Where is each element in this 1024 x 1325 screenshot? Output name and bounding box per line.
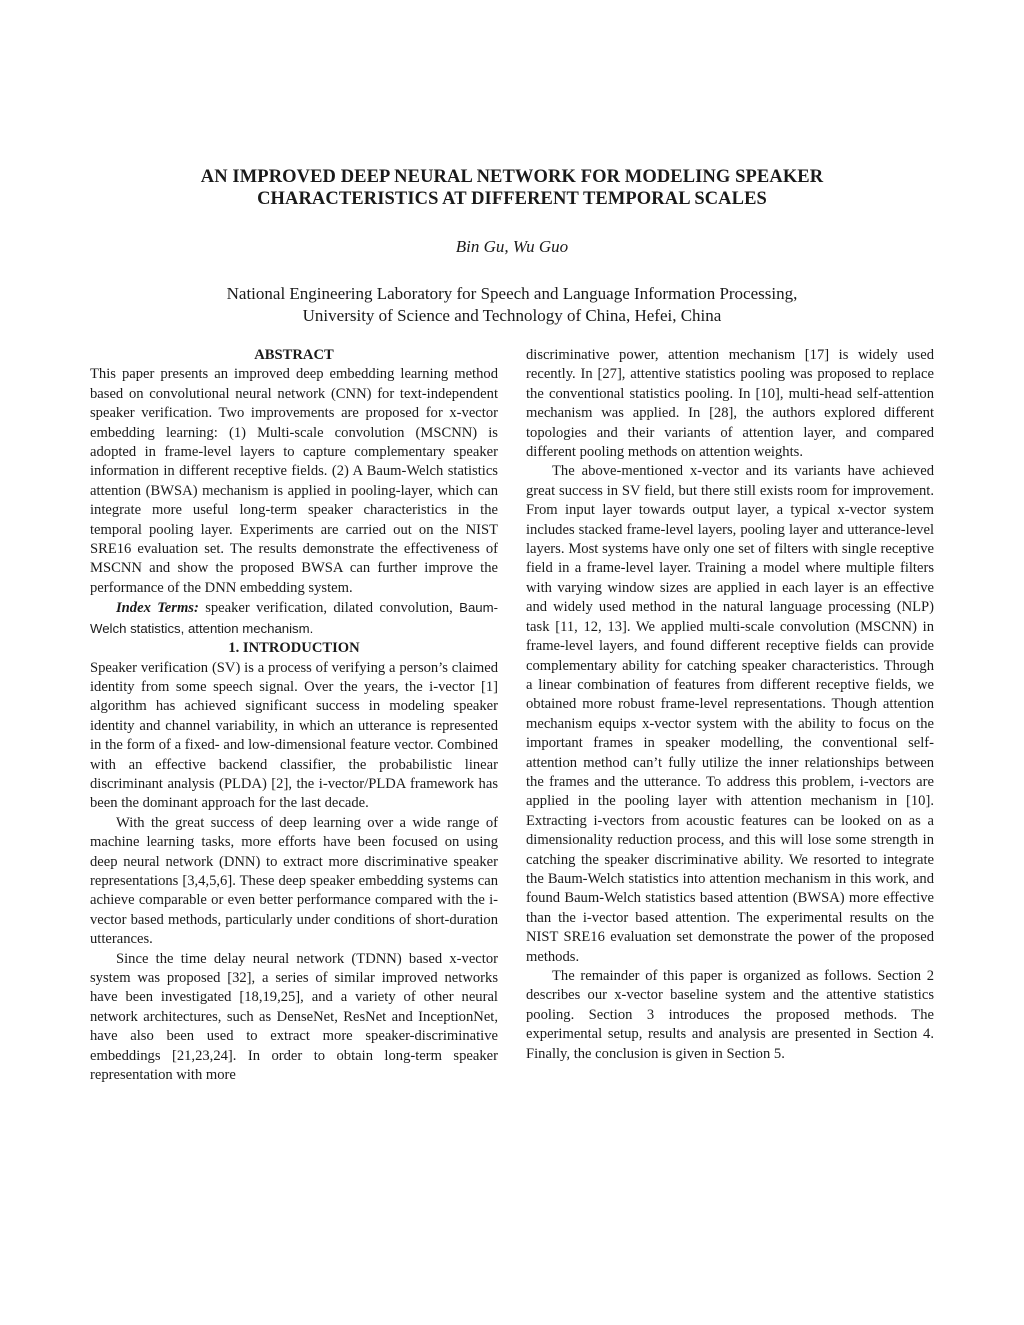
intro-paragraph-3-continued: discriminative power, attention mechanism [17] is widely used recently. In [27], attentive statistics pooling was proposed to replace the conventional statistics pooling. In [10], multi-head self-attention mechanism was applied. In [28], the authors explored different topologies and their variants of attention layer, and compared different pooling methods on attention weights. [526,347,934,461]
index-terms-text: speaker verification, dilated convolution, [205,600,453,617]
paper-affiliation [90,283,934,327]
left-column [90,346,498,1085]
intro-paragraph-5: The remainder of this paper is organized as follows. Section 2 describes our x-vector baseline system and the attentive statistics pooling. Section 3 introduces the proposed methods. The experimental setup, results and analysis are presented in Section 4. Finally, the conclusion is given in Section 5. [526,968,934,1062]
intro-paragraph-2: With the great success of deep learning over a wide range of machine learning tasks, more efforts have been focused on using deep neural network (DNN) to extract more discriminative speaker representations [3,4,5,6]. These deep speaker embedding systems can achieve comparable or even better performance compared with the i-vector based methods, particularly under conditions of short-duration utterances. [90,814,498,948]
index-terms [90,598,498,639]
right-column [526,346,934,1064]
index-terms-label: Index Terms: [116,600,199,617]
affiliation-line-2: University of Science and Technology of China, Hefei, China [302,306,722,325]
affiliation-line-1: National Engineering Laboratory for Speech and Language Information Processing, [226,284,798,303]
paper-authors: Bin Gu, Wu Guo [455,237,569,256]
index-terms-continuation: Baum-Welch statistics, attention mechanism. [90,600,499,636]
introduction-heading: 1. INTRODUCTION [228,640,360,657]
paper-title-line-2: CHARACTERISTICS AT DIFFERENT TEMPORAL SCALES [257,189,767,209]
abstract-heading: ABSTRACT [254,347,334,363]
intro-paragraph-1: Speaker verification (SV) is a process of verifying a person’s claimed identity from some speech signal. Over the years, the i-vector [1] algorithm has achieved significant success in modeling speaker identity and channel variability, in which an utterance is represented in the form of a fixed- and low-dimensional feature vector. Combined with an effective backend classifier, the probabilistic linear discriminant analysis (PLDA) [2], the i-vector/PLDA framework has been the dominant approach for the last decade. [90,659,498,812]
intro-paragraph-4: The above-mentioned x-vector and its variants have achieved great success in SV field, but there still exists room for improvement. From input layer towards output layer, a typical x-vector system includes stacked frame-level layers, pooling layer and utterance-level layers. Most systems have only one set of filters with single receptive field in a frame-level layer. Training a model where multiple filters with varying window sizes are applied in each layer is an effective and widely used method in the natural language processing (NLP) task [11, 12, 13]. We applied multi-scale convolution (MSCNN) in frame-level layers, and found different receptive fields can provide complementary ability for catching speaker characteristics. Through a linear combination of features from different receptive fields, we obtained more robust frame-level representations. Though attention mechanism equips x-vector system with the ability to focus on the important frames in speaker modelling, the conventional self-attention method can’t fully utilize the inner relationships between the frames and the utterance. To address this problem, i-vectors are applied in the pooling layer with attention mechanism in [10]. Extracting i-vectors from acoustic features can be looked on as a dimensionality reduction process, and this will lose some strength in catching the speaker discriminative ability. We resorted to integrate the Baum-Welch statistics into attention mechanism in this work, and found Baum-Welch statistics based attention (BWSA) more effective than the i-vector based attention. The experimental results on the NIST SRE16 evaluation set demonstrate the power of the proposed methods. [526,463,934,965]
intro-paragraph-3: Since the time delay neural network (TDNN) based x-vector system was proposed [32], a series of similar improved networks have been investigated [18,19,25], and a variety of other neural network architectures, such as DenseNet, ResNet and InceptionNet, have also been used to extract more speaker-discriminative embeddings [21,23,24]. In order to obtain long-term speaker representation with more [90,950,498,1084]
abstract-text: This paper presents an improved deep embedding learning method based on convolutional neural network (CNN) for text-independent speaker verification. Two improvements are proposed for x-vector embedding learning: (1) Multi-scale convolution (MSCNN) is adopted in frame-level layers to capture complementary speaker information in different receptive fields. (2) A Baum-Welch statistics attention (BWSA) mechanism is applied in pooling-layer, which can integrate more useful long-term speaker characteristics in the temporal pooling layer. Experiments are carried out on the NIST SRE16 evaluation set. The results demonstrate the effectiveness of MSCNN and show the proposed BWSA can further improve the performance of the DNN embedding system. [90,366,498,596]
paper-title [90,166,934,210]
paper-title-line-1: AN IMPROVED DEEP NEURAL NETWORK FOR MODELING SPEAKER [200,167,824,187]
